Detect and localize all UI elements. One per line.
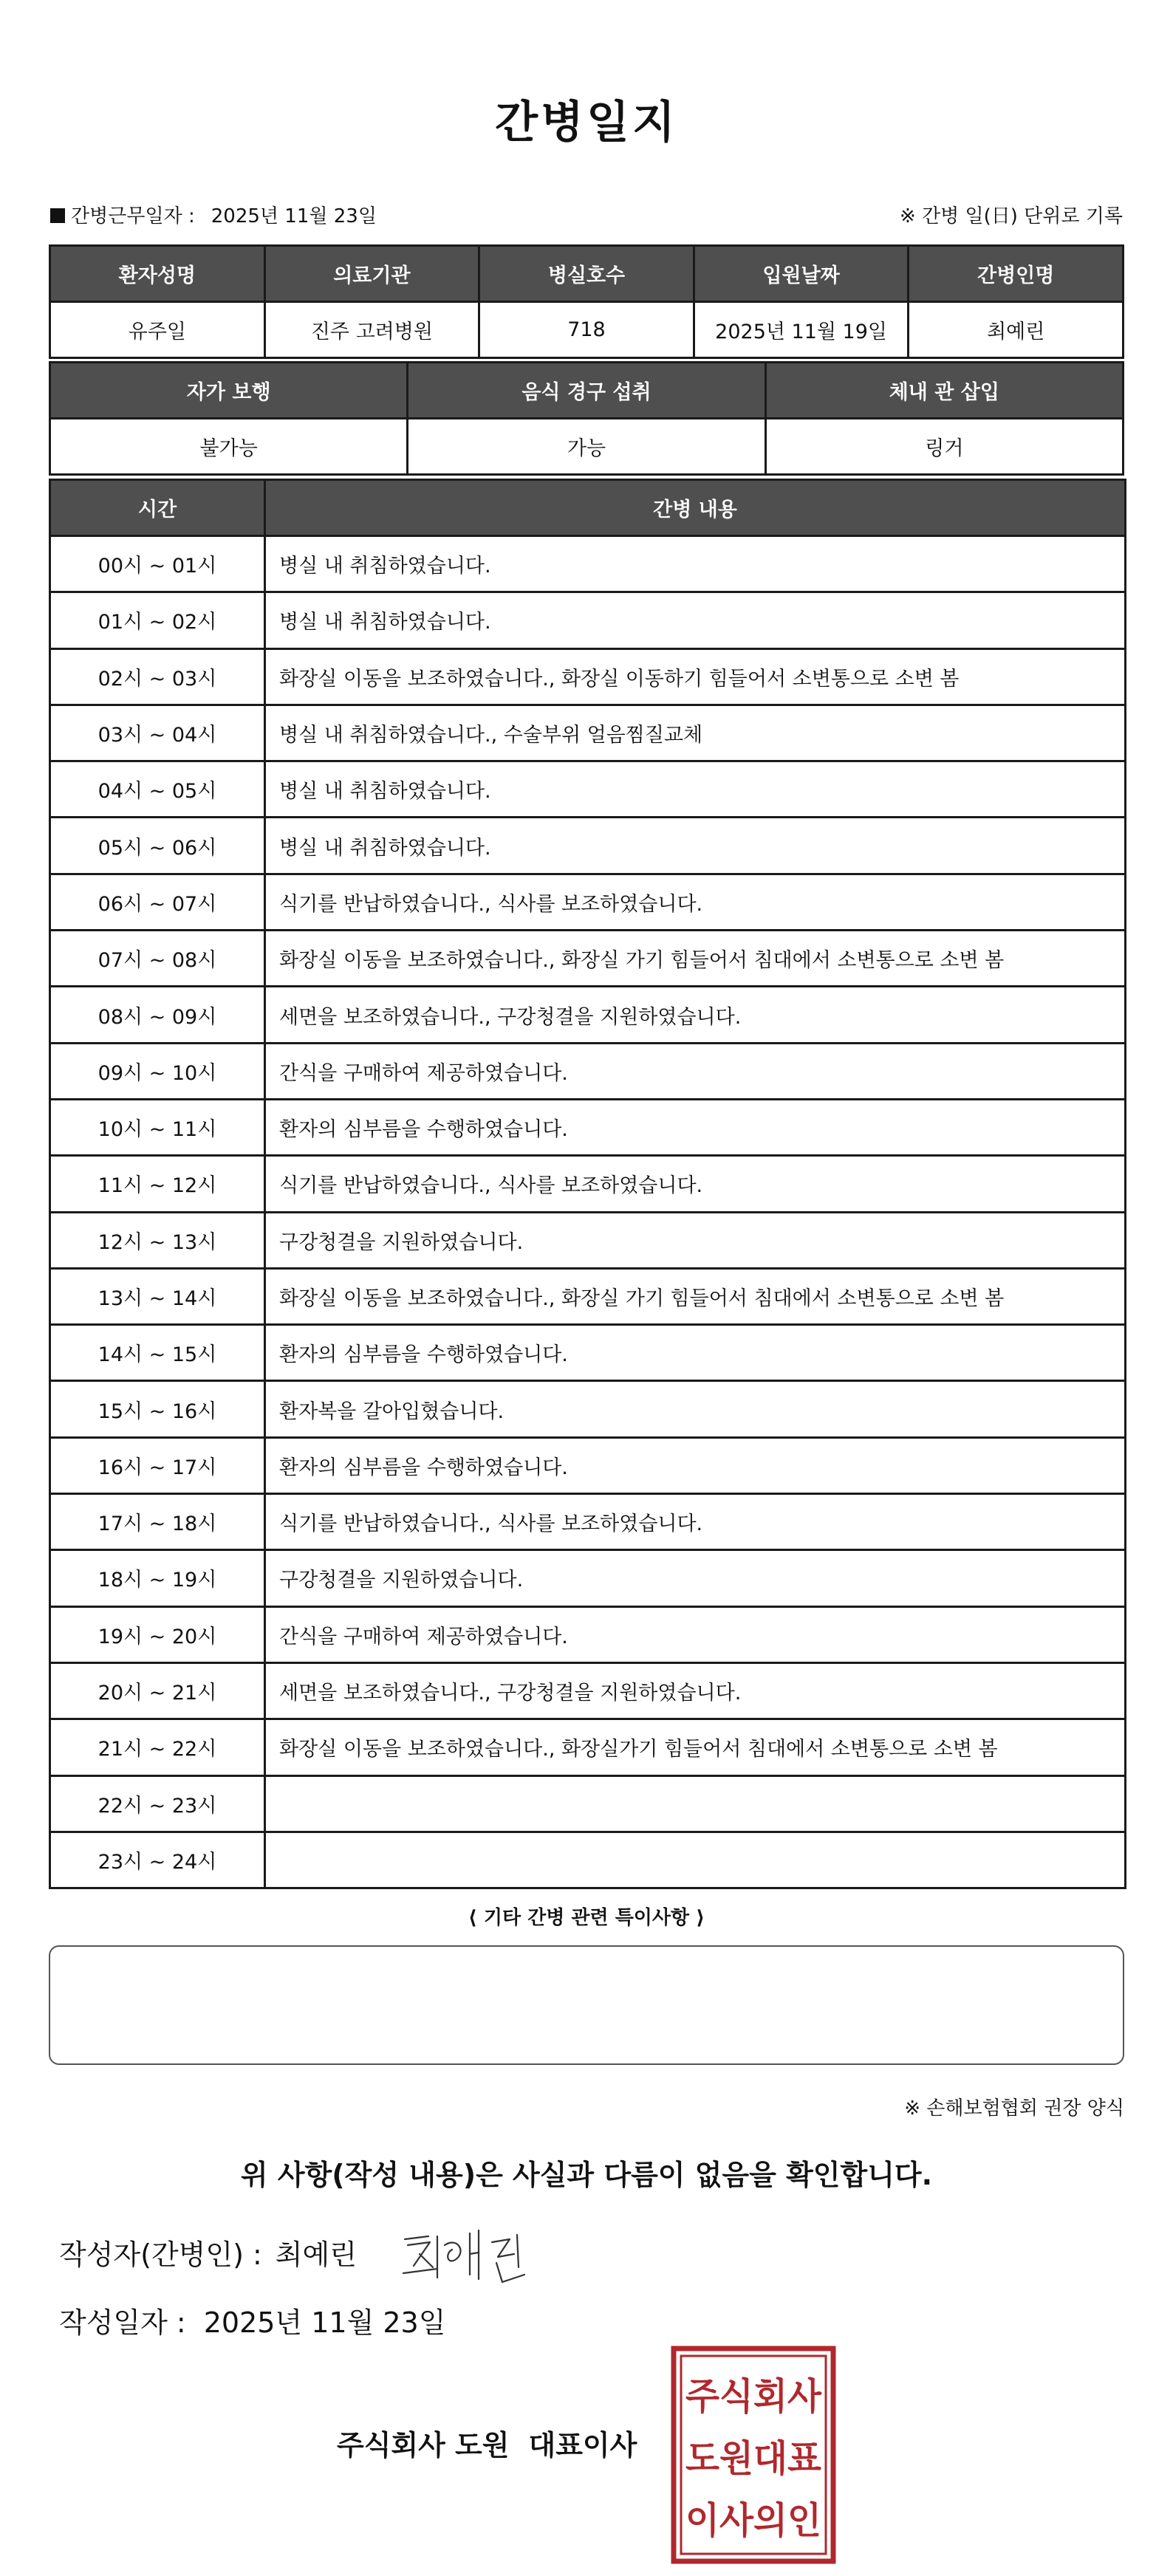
patient-info-header-row (50, 246, 1124, 302)
care-log-table (49, 479, 1126, 1889)
care-log-content: 식기를 반납하였습니다., 식사를 보조하였습니다. (265, 1494, 1126, 1550)
care-log-row (50, 987, 1126, 1043)
care-log-row (50, 1325, 1126, 1381)
writer-label: 작성자(간병인) : (59, 2238, 262, 2271)
care-log-content: 세면을 보조하였습니다., 구강청결을 지원하였습니다. (265, 987, 1126, 1043)
work-date-value: 2025년 11월 23일 (211, 205, 377, 227)
header-hospital: 의료기관 (264, 246, 479, 302)
patient-info-table (49, 244, 1124, 359)
written-date-label: 작성일자 : (59, 2306, 186, 2339)
care-log-content: 구강청결을 지원하였습니다. (265, 1550, 1126, 1606)
care-log-content: 식기를 반납하였습니다., 식사를 보조하였습니다. (265, 1156, 1126, 1212)
care-log-content: 화장실 이동을 보조하였습니다., 화장실가기 힘들어서 침대에서 소변통으로 소변 봄 (265, 1719, 1126, 1775)
care-log-row (50, 1212, 1126, 1268)
care-log-row (50, 1494, 1126, 1550)
care-log-row (50, 705, 1126, 761)
care-log-content: 세면을 보조하였습니다., 구강청결을 지원하였습니다. (265, 1662, 1126, 1719)
writer-line (59, 2232, 357, 2272)
care-log-row (50, 1381, 1126, 1437)
svg-text:이사의인: 이사의인 (685, 2499, 821, 2542)
care-log-time: 19시 ~ 20시 (50, 1606, 265, 1662)
care-log-content: 간식을 구매하여 제공하였습니다. (265, 1043, 1126, 1099)
care-log-row (50, 536, 1126, 592)
care-log-time: 00시 ~ 01시 (50, 536, 265, 592)
care-log-content: 병실 내 취침하였습니다., 수술부위 얼음찜질교체 (265, 705, 1126, 761)
care-log-row (50, 1043, 1126, 1099)
care-log-row (50, 648, 1126, 705)
company-line (337, 2422, 637, 2463)
care-log-time: 17시 ~ 18시 (50, 1494, 265, 1550)
care-log-content: 병실 내 취침하였습니다. (265, 761, 1126, 818)
form-source-note: ※ 손해보험협회 권장 양식 (904, 2097, 1124, 2120)
care-log-time: 13시 ~ 14시 (50, 1268, 265, 1324)
care-log-time: 16시 ~ 17시 (50, 1437, 265, 1493)
care-log-content: 화장실 이동을 보조하였습니다., 화장실 가기 힘들어서 침대에서 소변통으로 소변 봄 (265, 1268, 1126, 1324)
caregiver-name-value: 최예린 (909, 302, 1124, 358)
care-log-content: 환자의 심부름을 수행하였습니다. (265, 1437, 1126, 1493)
header-oral-intake: 음식 경구 섭취 (408, 363, 765, 419)
document-title: 간병일지 (495, 97, 678, 148)
patient-name-value: 유주일 (50, 302, 265, 358)
care-log-content: 화장실 이동을 보조하였습니다., 화장실 가기 힘들어서 침대에서 소변통으로 소변 봄 (265, 931, 1126, 987)
care-log-row (50, 1156, 1126, 1212)
hospital-value: 진주 고려병원 (264, 302, 479, 358)
care-log-row (50, 818, 1126, 874)
care-log-row (50, 1099, 1126, 1155)
handwritten-signature (399, 2223, 532, 2289)
square-bullet-icon (50, 208, 65, 223)
care-log-row (50, 1268, 1126, 1324)
header-self-walking: 자가 보행 (50, 363, 408, 419)
company-representative: 대표이사 (528, 2429, 637, 2462)
care-log-content (265, 1832, 1126, 1888)
writer-name: 최예린 (275, 2238, 357, 2271)
care-log-time: 04시 ~ 05시 (50, 761, 265, 818)
room-number-value: 718 (479, 302, 694, 358)
svg-text:도원대표: 도원대표 (685, 2437, 822, 2480)
care-log-time: 21시 ~ 22시 (50, 1719, 265, 1775)
care-log-time: 18시 ~ 19시 (50, 1550, 265, 1606)
patient-status-table (49, 361, 1124, 476)
header-care-content: 간병 내용 (265, 480, 1126, 536)
care-log-time: 22시 ~ 23시 (50, 1775, 265, 1832)
care-log-row (50, 1719, 1126, 1775)
written-date-value: 2025년 11월 23일 (203, 2306, 446, 2339)
care-log-row (50, 1550, 1126, 1606)
care-log-content: 환자의 심부름을 수행하였습니다. (265, 1099, 1126, 1155)
written-date-line (59, 2300, 445, 2340)
work-date-line (50, 201, 377, 228)
care-log-time: 02시 ~ 03시 (50, 648, 265, 705)
care-log-time: 01시 ~ 02시 (50, 592, 265, 648)
care-log-row (50, 874, 1126, 930)
care-log-row (50, 1775, 1126, 1832)
oral-intake-value: 가능 (408, 419, 765, 475)
care-log-row (50, 1832, 1126, 1888)
care-log-time: 15시 ~ 16시 (50, 1381, 265, 1437)
care-log-time: 07시 ~ 08시 (50, 931, 265, 987)
care-log-content: 환자복을 갈아입혔습니다. (265, 1381, 1126, 1437)
care-log-row (50, 592, 1126, 648)
care-log-time: 14시 ~ 15시 (50, 1325, 265, 1381)
care-log-content: 병실 내 취침하였습니다. (265, 536, 1126, 592)
care-log-time: 05시 ~ 06시 (50, 818, 265, 874)
care-log-time: 09시 ~ 10시 (50, 1043, 265, 1099)
confirmation-statement: 위 사항(작성 내용)은 사실과 다름이 없음을 확인합니다. (240, 2159, 933, 2191)
patient-info-value-row (50, 302, 1124, 358)
svg-text:주식회사: 주식회사 (685, 2375, 822, 2418)
care-log-time: 23시 ~ 24시 (50, 1832, 265, 1888)
work-date-label: 간병근무일자 : (71, 205, 195, 227)
care-log-row (50, 931, 1126, 987)
care-log-time: 11시 ~ 12시 (50, 1156, 265, 1212)
care-log-content: 병실 내 취침하였습니다. (265, 592, 1126, 648)
care-log-row (50, 1437, 1126, 1493)
company-name: 주식회사 도원 (337, 2429, 510, 2462)
self-walking-value: 불가능 (50, 419, 408, 475)
header-caregiver-name: 간병인명 (909, 246, 1124, 302)
patient-status-value-row (50, 419, 1124, 475)
care-log-time: 20시 ~ 21시 (50, 1662, 265, 1719)
special-notes-title: ⟨ 기타 간병 관련 특이사항 ⟩ (468, 1907, 705, 1929)
care-log-row (50, 761, 1126, 818)
care-log-time: 12시 ~ 13시 (50, 1212, 265, 1268)
care-log-body (50, 536, 1126, 1888)
company-seal-stamp (671, 2346, 836, 2564)
care-log-header-row (50, 480, 1126, 536)
care-log-content: 병실 내 취침하였습니다. (265, 818, 1126, 874)
unit-note: ※ 간병 일(日) 단위로 기록 (899, 205, 1123, 227)
patient-status-header-row (50, 363, 1124, 419)
care-log-content: 식기를 반납하였습니다., 식사를 보조하였습니다. (265, 874, 1126, 930)
header-room-number: 병실호수 (479, 246, 694, 302)
care-log-content: 환자의 심부름을 수행하였습니다. (265, 1325, 1126, 1381)
admission-date-value: 2025년 11월 19일 (694, 302, 909, 358)
care-log-time: 08시 ~ 09시 (50, 987, 265, 1043)
care-log-content (265, 1775, 1126, 1832)
header-admission-date: 입원날짜 (694, 246, 909, 302)
tube-insertion-value: 링거 (765, 419, 1123, 475)
header-tube-insertion: 체내 관 삽입 (765, 363, 1123, 419)
care-log-time: 10시 ~ 11시 (50, 1099, 265, 1155)
care-log-content: 간식을 구매하여 제공하였습니다. (265, 1606, 1126, 1662)
special-notes-box (49, 1945, 1124, 2065)
header-patient-name: 환자성명 (50, 246, 265, 302)
header-time: 시간 (50, 480, 265, 536)
care-log-content: 화장실 이동을 보조하였습니다., 화장실 이동하기 힘들어서 소변통으로 소변 봄 (265, 648, 1126, 705)
care-log-time: 03시 ~ 04시 (50, 705, 265, 761)
care-log-content: 구강청결을 지원하였습니다. (265, 1212, 1126, 1268)
care-log-row (50, 1662, 1126, 1719)
care-log-row (50, 1606, 1126, 1662)
care-log-time: 06시 ~ 07시 (50, 874, 265, 930)
